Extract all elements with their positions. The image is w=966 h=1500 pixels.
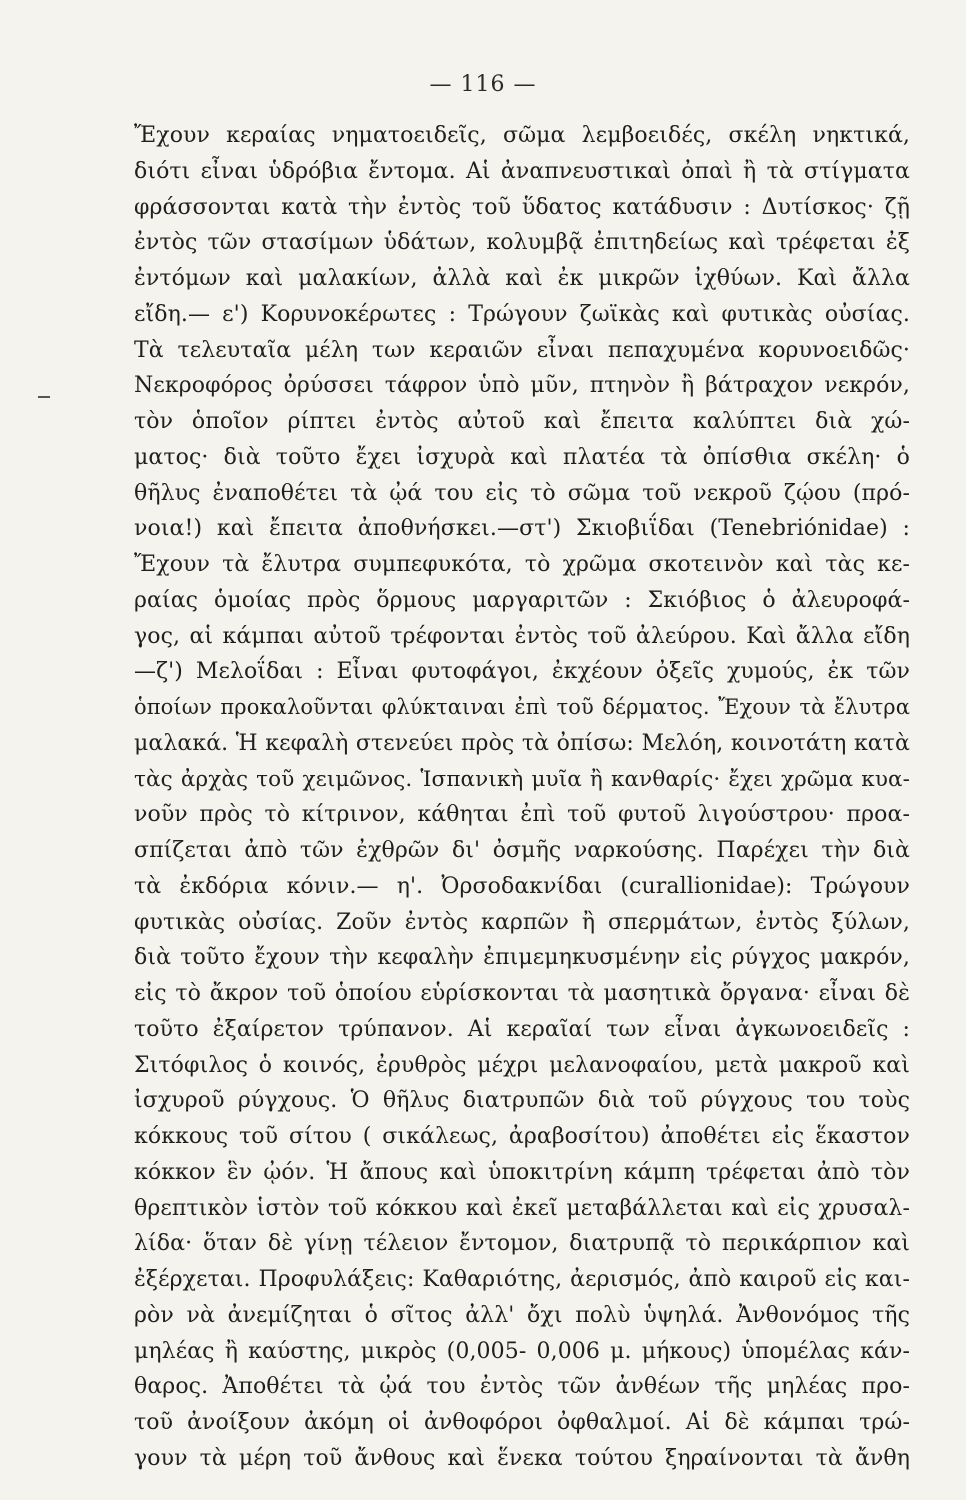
text-line: θῆλυς ἐναποθέτει τὰ ᾠά του εἰς τὸ σῶμα τοῦ νεκροῦ ζῴου (πρό- xyxy=(134,480,910,506)
text-line: κόκκον ἓν ᾠόν. Ἡ ἄπους καὶ ὑποκιτρίνη κάμπη τρέφεται ἀπὸ τὸν xyxy=(134,1159,910,1185)
text-line: κόκκους τοῦ σίτου ( σικάλεως, ἀραβοσίτου) ἀποθέτει εἰς ἕκαστον xyxy=(134,1124,910,1149)
text-line: Τὰ τελευταῖα μέλη των κεραιῶν εἶναι πεπαχυμένα κορυνοειδῶς· xyxy=(134,337,910,363)
text-line: διὰ τοῦτο ἔχουν τὴν κεφαλὴν ἐπιμεμηκυσμένην εἰς ρύγχος μακρόν, xyxy=(134,945,910,971)
text-line: ἰσχυροῦ ρύγχους. Ὁ θῆλυς διατρυπῶν διὰ τοῦ ρύγχους του τοὺς xyxy=(134,1088,910,1114)
text-line: τὰς ἀρχὰς τοῦ χειμῶνος. Ἱσπανικὴ μυῖα ἢ κανθαρίς· ἔχει χρῶμα κυα- xyxy=(134,766,910,792)
body-text xyxy=(134,118,910,1477)
text-line: θαρος. Ἀποθέτει τὰ ᾠά του ἐντὸς τῶν ἀνθέων τῆς μηλέας προ- xyxy=(134,1374,910,1400)
text-line: —ζ') Μελοΐδαι : Εἶναι φυτοφάγοι, ἐκχέουν ὀξεῖς χυμούς, ἐκ τῶν xyxy=(134,659,910,685)
text-line: εἰς τὸ ἄκρον τοῦ ὁποίου εὑρίσκονται τὰ μασητικὰ ὄργανα· εἶναι δὲ xyxy=(134,981,910,1006)
text-line: Σιτόφιλος ὁ κοινός, ἐρυθρὸς μέχρι μελανοφαίου, μετὰ μακροῦ καὶ xyxy=(134,1052,910,1078)
page-number: — 116 — xyxy=(429,72,537,97)
text-line: ματος· διὰ τοῦτο ἔχει ἰσχυρὰ καὶ πλατέα τὰ ὀπίσθια σκέλη· ὁ xyxy=(134,444,910,470)
text-line: διότι εἶναι ὑδρόβια ἔντομα. Αἱ ἀναπνευστικαὶ ὀπαὶ ἢ τὰ στίγματα xyxy=(134,158,910,184)
text-line: σπίζεται ἀπὸ τῶν ἐχθρῶν δι' ὀσμῆς ναρκούσης. Παρέχει τὴν διὰ xyxy=(134,838,910,863)
text-line: ὁποίων προκαλοῦνται φλύκταιναι ἐπὶ τοῦ δέρματος. Ἔχουν τὰ ἔλυτρα xyxy=(134,695,910,719)
text-line: νοῦν πρὸς τὸ κίτρινον, κάθηται ἐπὶ τοῦ φυτοῦ λιγούστρου· προα- xyxy=(134,802,910,828)
text-line: τοῦτο ἐξαίρετον τρύπανον. Αἱ κεραῖαί των εἶναι ἀγκωνοειδεῖς : xyxy=(134,1016,910,1042)
text-line: τὰ ἐκδόρια κόνιν.— η'. Ὀρσοδακνίδαι (curallionidae): Τρώγουν xyxy=(134,873,910,899)
text-line: μηλέας ἢ καύστης, μικρὸς (0,005- 0,006 μ. μήκους) ὑπομέλας κάν- xyxy=(134,1338,910,1364)
text-line: τοῦ ἀνοίξουν ἀκόμη οἱ ἀνθοφόροι ὀφθαλμοί. Αἱ δὲ κάμπαι τρώ- xyxy=(134,1410,910,1435)
text-line: μαλακά. Ἡ κεφαλὴ στενεύει πρὸς τὰ ὀπίσω: Μελόη, κοινοτάτη κατὰ xyxy=(134,730,910,756)
text-line: ἐντόμων καὶ μαλακίων, ἀλλὰ καὶ ἐκ μικρῶν ἰχθύων. Καὶ ἄλλα xyxy=(134,266,910,291)
text-line: τὸν ὁποῖον ρίπτει ἐντὸς αὐτοῦ καὶ ἔπειτα καλύπτει διὰ χώ- xyxy=(134,409,910,434)
text-line: ρὸν νὰ ἀνεμίζηται ὁ σῖτος ἀλλ' ὄχι πολὺ ὑψηλά. Ἀνθονόμος τῆς xyxy=(134,1302,910,1328)
text-line: φυτικὰς οὐσίας. Ζοῦν ἐντὸς καρπῶν ἢ σπερμάτων, ἐντὸς ξύλων, xyxy=(134,909,910,935)
text-line: ἐντὸς τῶν στασίμων ὑδάτων, κολυμβᾷ ἐπιτηδείως καὶ τρέφεται ἐξ xyxy=(134,230,910,256)
text-line: Νεκροφόρος ὀρύσσει τάφρον ὑπὸ μῦν, πτηνὸν ἢ βάτραχον νεκρόν, xyxy=(134,373,910,399)
text-line: νοια!) καὶ ἔπειτα ἀποθνήσκει.—στ') Σκιοβιΐδαι (Tenebriónidae) : xyxy=(134,516,910,542)
text-line: Ἔχουν τὰ ἔλυτρα συμπεφυκότα, τὸ χρῶμα σκοτεινὸν καὶ τὰς κε- xyxy=(134,552,910,577)
text-line: Ἔχουν κεραίας νηματοειδεῖς, σῶμα λεμβοειδές, σκέλη νηκτικά, xyxy=(134,123,910,148)
text-line: εἴδη.— ε') Κορυνοκέρωτες : Τρώγουν ζωϊκὰς καὶ φυτικὰς οὐσίας. xyxy=(134,301,910,327)
text-line: φράσσονται κατὰ τὴν ἐντὸς τοῦ ὕδατος κατάδυσιν : Δυτίσκος· ζῇ xyxy=(134,194,910,220)
text-line: θρεπτικὸν ἱστὸν τοῦ κόκκου καὶ ἐκεῖ μεταβάλλεται καὶ εἰς χρυσαλ- xyxy=(134,1195,910,1221)
text-line: ραίας ὁμοίας πρὸς ὅρμους μαργαριτῶν : Σκιόβιος ὁ ἀλευροφά- xyxy=(134,587,910,613)
text-line: γουν τὰ μέρη τοῦ ἄνθους καὶ ἕνεκα τούτου ξηραίνονται τὰ ἄνθη xyxy=(134,1445,910,1471)
text-line: γος, αἱ κάμπαι αὐτοῦ τρέφονται ἐντὸς τοῦ ἀλεύρου. Καὶ ἄλλα εἴδη xyxy=(134,623,910,649)
text-line: ἐξέρχεται. Προφυλάξεις: Καθαριότης, ἀερισμός, ἀπὸ καιροῦ εἰς και- xyxy=(134,1267,910,1292)
margin-mark xyxy=(38,396,50,398)
text-line: λίδα· ὅταν δὲ γίνῃ τέλειον ἔντομον, διατρυπᾷ τὸ περικάρπιον καὶ xyxy=(134,1231,910,1257)
